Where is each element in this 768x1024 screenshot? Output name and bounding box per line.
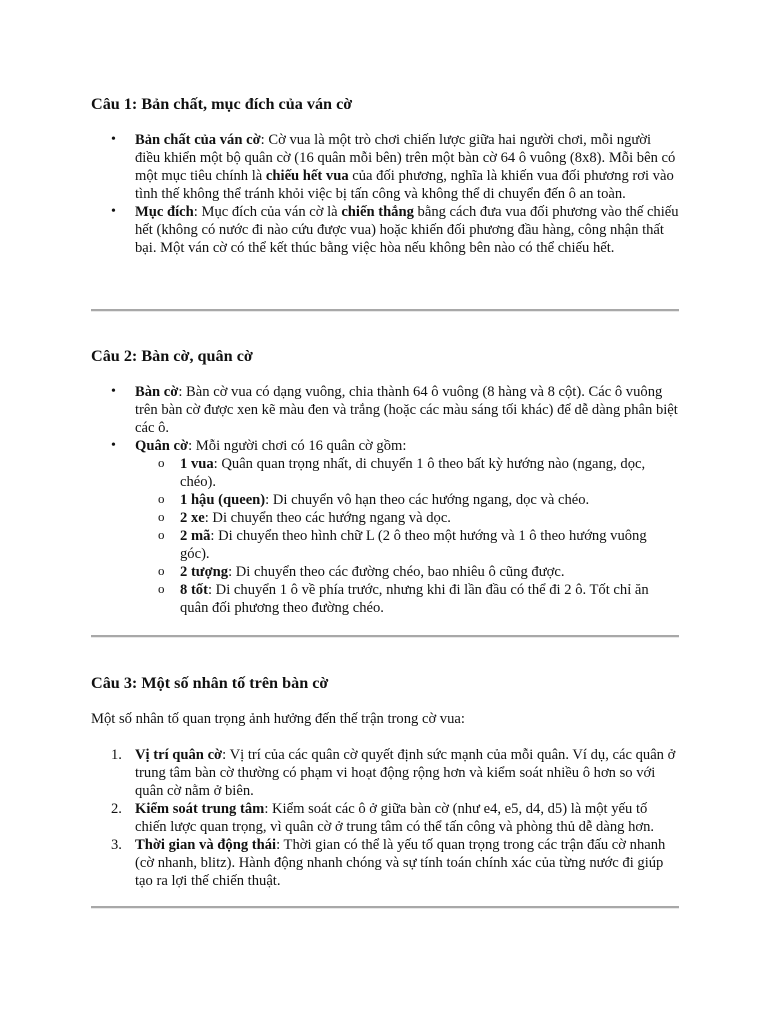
section-3-intro: Một số nhân tố quan trọng ảnh hưởng đến thế trận trong cờ vua: — [91, 711, 465, 727]
section-1-list — [91, 131, 679, 257]
horizontal-divider — [91, 635, 679, 638]
ban-chat-bold-chieu-het-vua: chiếu hết vua — [265, 168, 349, 184]
piece-desc: : Di chuyển theo các hướng ngang và dọc. — [204, 510, 451, 526]
piece-item-xe — [91, 509, 679, 527]
piece-name: 2 tượng — [180, 564, 229, 580]
section-1-heading: Câu 1: Bản chất, mục đích của ván cờ — [91, 95, 353, 113]
piece-item-tot — [91, 581, 679, 617]
ban-chat-text-1: : Cờ vua là một trò chơi chiến lược giữa hai người chơi, mỗi người điều khiển một bộ quân cờ (16 quân mỗi bên) trên một bàn cờ 64 ô vuông (8x8). Mỗi bên có một mục tiêu chính là — [135, 132, 676, 184]
piece-item-tuong — [91, 563, 679, 581]
section-2-heading: Câu 2: Bàn cờ, quân cờ — [91, 347, 253, 365]
factor-desc: : Thời gian có thể là yếu tố quan trọng trong các trận đấu cờ nhanh (cờ nhanh, blitz). Hành động nhanh chóng và sự tính toán chính xác của từng nước đi giúp tạo ra lợi thế chiến thuật. — [135, 837, 666, 889]
factor-item-vi-tri — [91, 746, 679, 800]
piece-desc: : Di chuyển theo các đường chéo, bao nhiêu ô cũng được. — [228, 564, 565, 580]
factor-term: Thời gian và động thái — [135, 837, 277, 853]
factor-item-kiem-soat — [91, 800, 679, 836]
muc-dich-text-1: : Mục đích của ván cờ là — [193, 204, 342, 220]
list-number: 1. — [111, 747, 122, 763]
list-number: 2. — [111, 801, 122, 817]
term-ban-co: Bàn cờ — [135, 384, 179, 400]
factor-item-thoi-gian — [91, 836, 679, 890]
piece-name: 2 mã — [180, 528, 211, 544]
piece-desc: : Di chuyển 1 ô về phía trước, nhưng khi đi lần đầu có thể đi 2 ô. Tốt chỉ ăn quân đối phương theo đường chéo. — [180, 582, 649, 616]
term-quan-co: Quân cờ — [135, 438, 189, 454]
piece-desc: : Di chuyển theo hình chữ L (2 ô theo một hướng và 1 ô theo hướng vuông góc). — [180, 528, 647, 562]
piece-desc: : Quân quan trọng nhất, di chuyển 1 ô theo bất kỳ hướng nào (ngang, dọc, chéo). — [180, 456, 646, 490]
factor-desc: : Kiểm soát các ô ở giữa bàn cờ (như e4, e5, d4, d5) là một yếu tố chiến lược quan trọng, vì quân cờ ở trung tâm có thể tấn công và phòng thủ dễ dàng hơn. — [135, 801, 655, 835]
piece-name: 1 hậu (queen) — [180, 492, 266, 508]
piece-item-hau — [91, 491, 679, 509]
piece-item-vua — [91, 455, 679, 491]
term-muc-dich: Mục đích — [135, 204, 194, 220]
muc-dich-text-2: bằng cách đưa vua đối phương vào thế chiếu hết (không có nước đi nào cứu được vua) hoặc khiến đối phương đầu hàng, công nhận thất bại. Một ván cờ có thể kết thúc bằng việc hòa nếu không bên nào có thể chiếu hết. — [135, 204, 679, 256]
factor-desc: : Vị trí của các quân cờ quyết định sức mạnh của mỗi quân. Ví dụ, các quân ở trung tâm bàn cờ thường có phạm vi hoạt động rộng hơn và kiểm soát nhiều ô hơn so với quân cờ nằm ở biên. — [135, 747, 676, 799]
piece-list — [135, 455, 679, 617]
list-item-ban-co — [91, 383, 679, 437]
section-2-list — [91, 383, 679, 617]
list-item-quan-co — [91, 437, 679, 617]
piece-name: 8 tốt — [180, 582, 208, 598]
piece-name: 1 vua — [180, 456, 214, 472]
section-3-heading: Câu 3: Một số nhân tố trên bàn cờ — [91, 674, 329, 692]
factor-term: Vị trí quân cờ — [135, 747, 223, 763]
horizontal-divider — [91, 309, 679, 312]
piece-name: 2 xe — [180, 510, 205, 526]
list-number: 3. — [111, 837, 122, 853]
piece-desc: : Di chuyển vô hạn theo các hướng ngang, dọc và chéo. — [265, 492, 590, 508]
list-item-ban-chat — [91, 131, 679, 203]
ban-chat-text-2: của đối phương, nghĩa là khiến vua đối phương rơi vào tình thế không thể tránh khỏi việc bị tấn công và không thể di chuyển đến ô an toàn. — [135, 168, 674, 202]
muc-dich-bold-chien-thang: chiến thắng — [341, 204, 414, 220]
horizontal-divider — [91, 906, 679, 909]
section-3-list — [91, 746, 679, 890]
factor-term: Kiểm soát trung tâm — [135, 801, 265, 817]
ban-co-text: : Bàn cờ vua có dạng vuông, chia thành 64 ô vuông (8 hàng và 8 cột). Các ô vuông trên bàn cờ được xen kẽ màu đen và trắng (hoặc các màu sáng tối khác) để dễ dàng phân biệt các ô. — [135, 384, 678, 436]
list-item-muc-dich — [91, 203, 679, 257]
piece-item-ma — [91, 527, 679, 563]
quan-co-text: : Mỗi người chơi có 16 quân cờ gồm: — [188, 438, 407, 454]
term-ban-chat: Bản chất của ván cờ — [135, 132, 261, 148]
